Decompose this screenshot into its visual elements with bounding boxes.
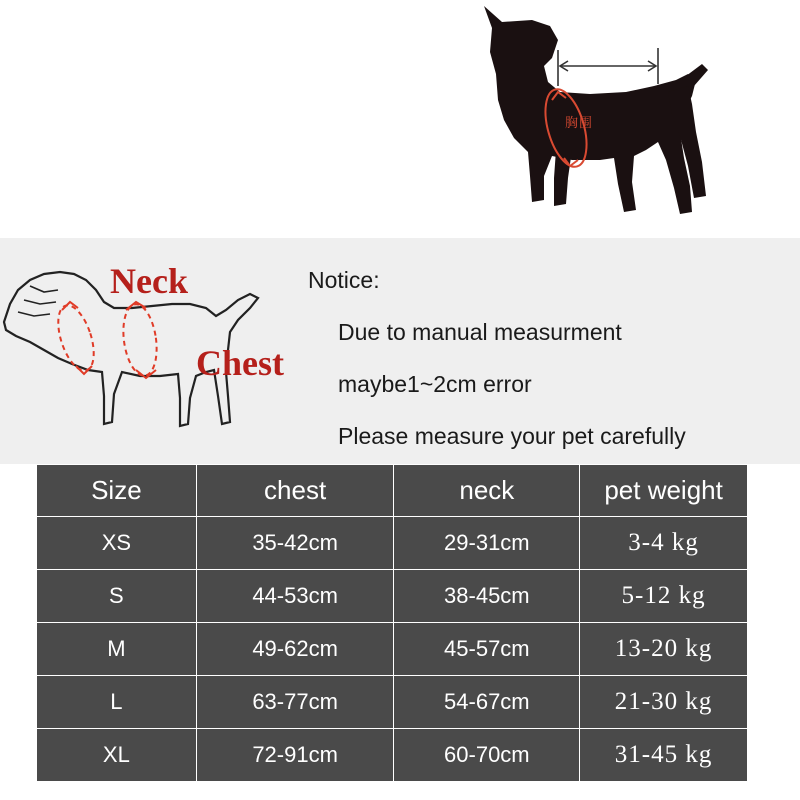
table-row: [37, 623, 748, 676]
cell-size: XS: [37, 517, 197, 570]
cell-weight: 13-20 kg: [580, 623, 748, 676]
notice-text-block: [308, 254, 800, 462]
cell-weight: 5-12 kg: [580, 570, 748, 623]
chest-loop-indicator: [119, 302, 161, 378]
header-chest: chest: [196, 465, 394, 517]
cell-weight: 31-45 kg: [580, 729, 748, 782]
cell-neck: 29-31cm: [394, 517, 580, 570]
cell-chest: 35-42cm: [196, 517, 394, 570]
table-header-row: [37, 465, 748, 517]
size-table-panel: [0, 464, 800, 800]
cell-size: L: [37, 676, 197, 729]
cell-neck: 54-67cm: [394, 676, 580, 729]
cell-neck: 60-70cm: [394, 729, 580, 782]
table-row: [37, 676, 748, 729]
table-row: [37, 729, 748, 782]
dog-photo-panel: [0, 0, 800, 238]
cell-neck: 45-57cm: [394, 623, 580, 676]
chest-measure-arrow: [558, 48, 658, 86]
cell-size: S: [37, 570, 197, 623]
header-neck: neck: [394, 465, 580, 517]
neck-loop-indicator: [51, 301, 101, 375]
cell-weight: 21-30 kg: [580, 676, 748, 729]
notice-line-2: Due to manual measurment: [338, 319, 622, 345]
cell-chest: 63-77cm: [196, 676, 394, 729]
header-size: Size: [37, 465, 197, 517]
cell-size: XL: [37, 729, 197, 782]
table-row: [37, 517, 748, 570]
notice-panel: [0, 238, 800, 464]
cell-chest: 44-53cm: [196, 570, 394, 623]
cell-chest: 72-91cm: [196, 729, 394, 782]
chest-label: Chest: [196, 343, 284, 383]
cell-size: M: [37, 623, 197, 676]
size-chart-table: [36, 464, 748, 782]
header-pet-weight: pet weight: [580, 465, 748, 517]
chest-girth-label-cn: 胸围: [565, 116, 594, 131]
notice-line-3: maybe1~2cm error: [338, 371, 532, 397]
table-row: [37, 570, 748, 623]
notice-line-4: Please measure your pet carefully: [338, 423, 686, 449]
cell-weight: 3-4 kg: [580, 517, 748, 570]
neck-label: Neck: [110, 261, 188, 301]
notice-line-1: Notice:: [308, 267, 380, 293]
cell-chest: 49-62cm: [196, 623, 394, 676]
cell-neck: 38-45cm: [394, 570, 580, 623]
